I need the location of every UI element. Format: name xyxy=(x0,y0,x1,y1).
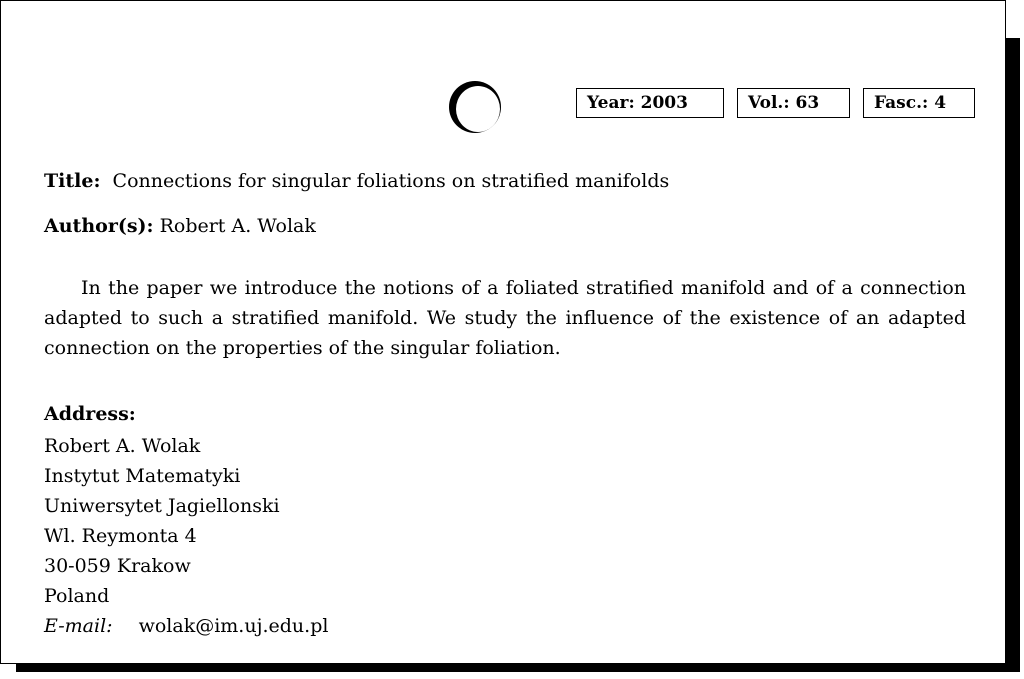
title-row xyxy=(44,168,669,194)
title-value: Connections for singular foliations on stratified manifolds xyxy=(112,170,670,192)
author-label: Author(s): xyxy=(44,215,154,237)
address-block xyxy=(44,431,328,641)
email-row xyxy=(44,611,328,641)
volume-box: Vol.: 63 xyxy=(737,88,850,118)
address-line: Uniwersytet Jagiellonski xyxy=(44,495,280,517)
author-value: Robert A. Wolak xyxy=(159,215,316,237)
email-value: wolak@im.uj.edu.pl xyxy=(138,615,329,637)
title-label: Title: xyxy=(44,170,101,192)
crescent-logo-icon xyxy=(447,79,503,135)
address-heading: Address: xyxy=(44,403,136,425)
address-line: 30-059 Krakow xyxy=(44,555,191,577)
address-line: Wl. Reymonta 4 xyxy=(44,525,197,547)
email-label: E-mail: xyxy=(44,615,113,637)
address-line: Robert A. Wolak xyxy=(44,435,201,457)
author-row xyxy=(44,213,316,239)
year-box: Year: 2003 xyxy=(576,88,724,118)
abstract-text: In the paper we introduce the notions of a foliated stratified manifold and of a connection adapted to such a stratified manifold. We study the influence of the existence of an adapted connection on the properties of the singular foliation. xyxy=(44,277,966,359)
address-line: Poland xyxy=(44,585,110,607)
fascicle-box: Fasc.: 4 xyxy=(863,88,975,118)
address-line: Instytut Matematyki xyxy=(44,465,241,487)
